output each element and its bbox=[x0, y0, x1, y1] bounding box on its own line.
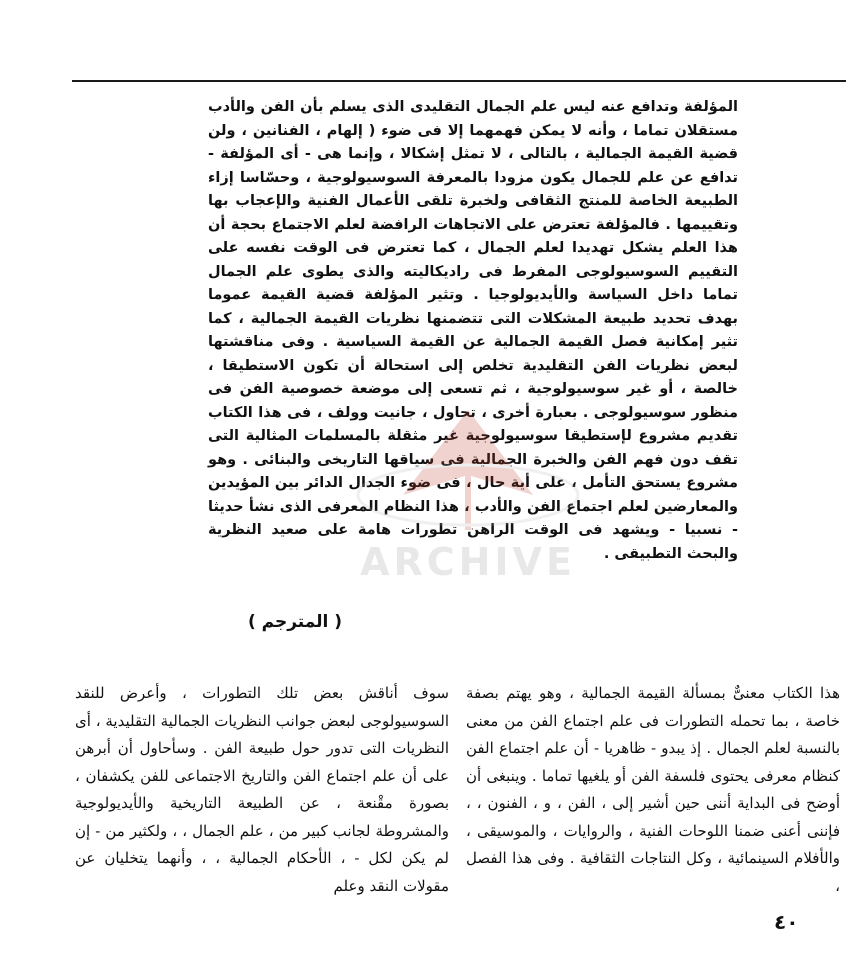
page-number: ٤٠ bbox=[774, 910, 799, 934]
top-rule bbox=[72, 80, 846, 82]
intro-text: المؤلفة وتدافع عنه ليس علم الجمال التقليدى الذى يسلم بأن الفن والأدب مستقلان تماما ، وأنه لا يمكن فهمهما إلا فى ضوء ( إلهام ، الفنانين ، ولن قضية القيمة الجمالية ، بالتالى ، لا تمثل إشكالا ، وإنما هى - أى المؤلفة - تدافع عن علم للجمال يكون مزودا بالمعرفة السوسيولوجية ، وحسّاسا إزاء الطبيعة الخاصة للمنتج الثقافى ولخبرة تلقى الأعمال الفنية والإعجاب بها وتقييمها . فالمؤلفة تعترض على الاتجاهات الرافضة لعلم الاجتماع بحجة أن هذا العلم يشكل تهديدا لعلم الجمال ، كما تعترض فى الوقت نفسه على التقييم السوسيولوجى المفرط فى راديكاليته والذى يطوى علم الجمال تماما داخل السياسة والأيديولوجيا . وتثير المؤلفة قضية القيمة عموما بهدف تحديد طبيعة المشكلات التى تتضمنها نظريات القيمة الجمالية ، كما تثير إمكانية فصل القيمة الجمالية عن القيمة السياسية . وفى مناقشتها لبعض نظريات الفن التقليدية تخلص إلى استحالة أن تكون الاستطيقا ، خالصة ، أو غير سوسيولوجية ، ثم تسعى إلى موضعة خصوصية الفن فى منظور سوسيولوجى . بعبارة أخرى ، تحاول ، جانيت وولف ، فى هذا الكتاب تقديم مشروع لإستطيقا سوسيولوجية غير مثقلة بالمسلمات المثالية التى تقف دون فهم الفن والخبرة الجمالية فى سياقها التاريخى والبنائى . وهو مشروع يستحق التأمل ، على أية حال ، فى ضوء الجدال الدائر بين المؤيدين والمعارضين لعلم اجتماع الفن والأدب ، هذا النظام المعرفى الذى نشأ حديثا - نسبيا - ويشهد فى الوقت الراهن تطورات هامة على صعيد النظرية والبحث التطبيقى . bbox=[208, 99, 738, 562]
column-right-text: هذا الكتاب معنىٌّ بمسألة القيمة الجمالية ، وهو يهتم بصفة خاصة ، بما تحمله التطورات فى علم اجتماع الفن من معنى بالنسبة لعلم الجمال . إذ يبدو - ظاهريا - أن علم اجتماع الفن كنظام معرفى يحتوى فلسفة الفن أو يلغيها تماما . وينبغى أن أوضح فى البداية أننى حين أشير إلى ، الفن ، و ، الفنون ، ، فإننى أعنى ضمنا اللوحات الفنية ، والروايات ، والموسيقى ، والأفلام السينمائية ، وكل النتاجات الثقافية . وفى هذا الفصل ، bbox=[466, 684, 840, 895]
column-left bbox=[75, 680, 449, 900]
column-left-text: سوف أناقش بعض تلك التطورات ، وأعرض للنقد السوسيولوجى لبعض جوانب النظريات الجمالية التقليدية ، أى النظريات التى تدور حول طبيعة الفن . وسأحاول أن أبرهن على أن علم اجتماع الفن والتاريخ الاجتماعى للفن يكشفان ، بصورة مقْنعة ، عن الطبيعة التاريخية والأيديولوجية والمشروطة لجانب كبير من ، علم الجمال ، ، ولكثير من - إن لم يكن لكل - ، الأحكام الجمالية ، ، وأنهما يتخليان عن مقولات النقد وعلم bbox=[75, 684, 449, 895]
intro-paragraph bbox=[208, 96, 738, 566]
watermark-text: ARCHIVE bbox=[360, 540, 576, 584]
column-right bbox=[466, 680, 840, 900]
translator-signature: ( المترجم ) bbox=[247, 612, 343, 632]
